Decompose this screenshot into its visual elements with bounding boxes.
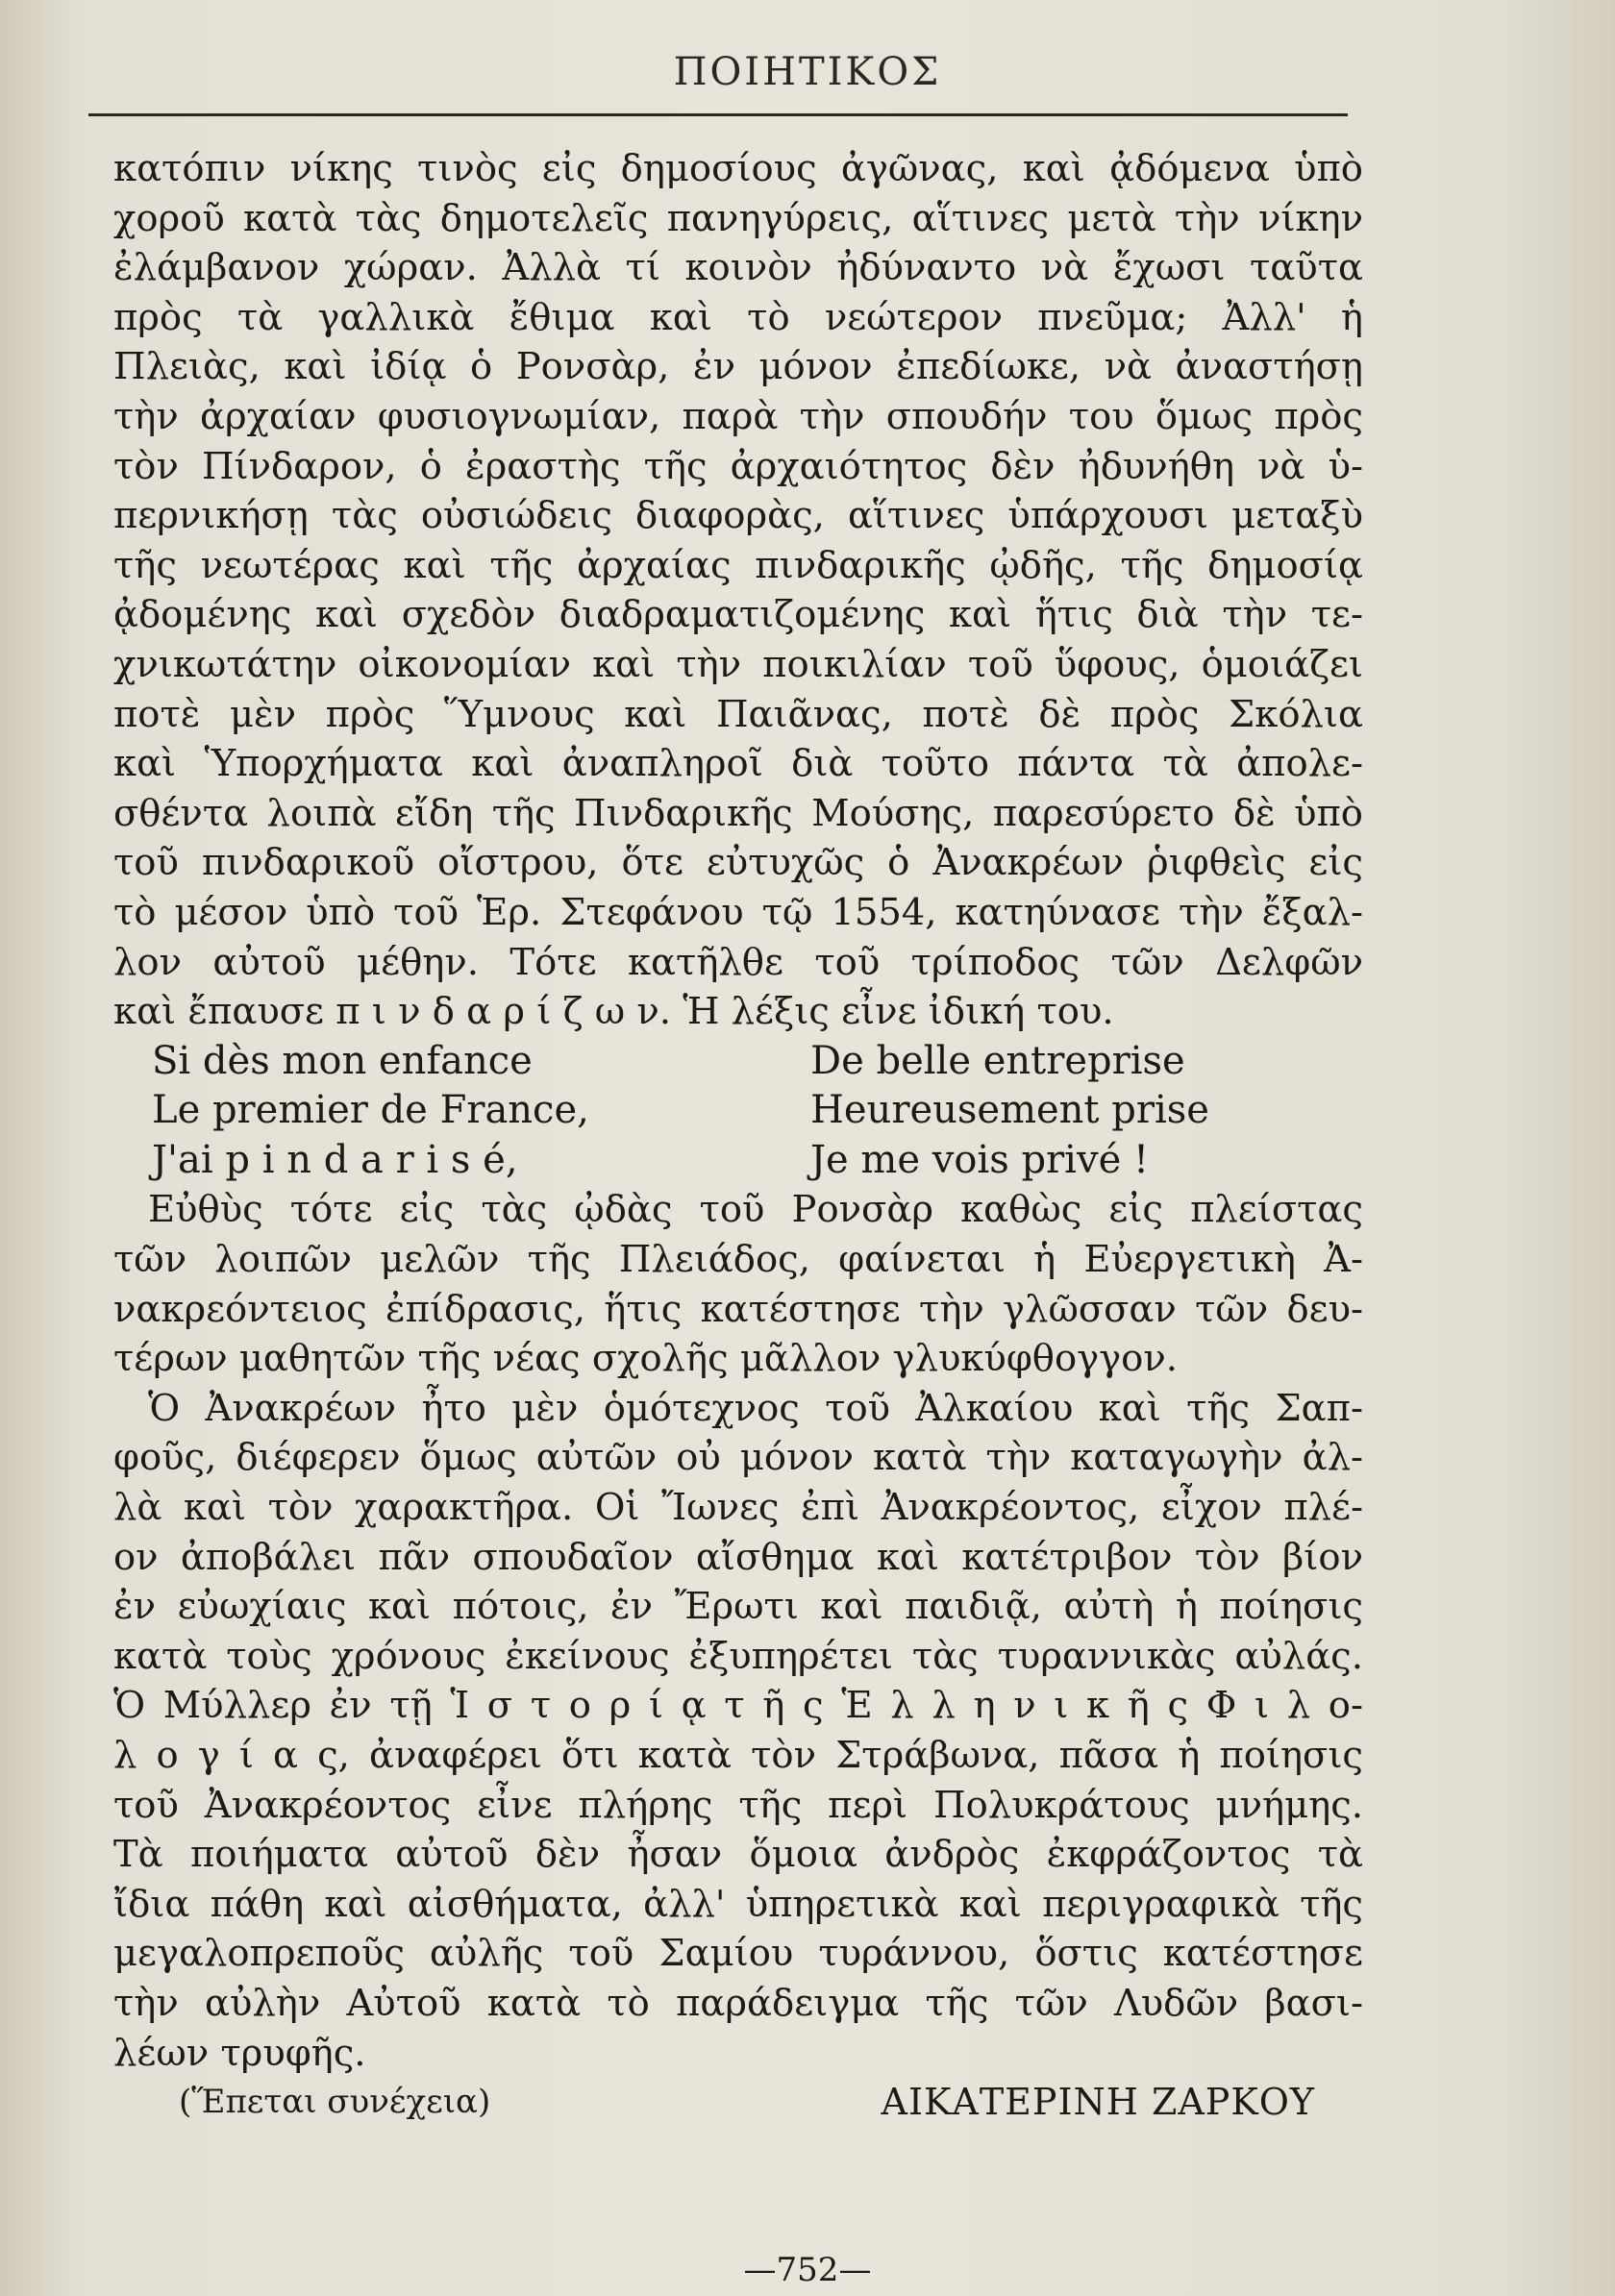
verse-right: De belle entreprise bbox=[810, 1038, 1185, 1083]
header-rule bbox=[88, 113, 1348, 116]
text-line: Ὁ Μύλλερ ἐν τῇ Ἱ σ τ ο ρ ί ᾳ τ ῆ ς Ἑ λ λ η ν ι κ ῆ ς Φ ι λ ο- bbox=[113, 1684, 1363, 1728]
text-line: Ὁ Ἀνακρέων ἦτο μὲν ὁμότεχνος τοῦ Ἀλκαίου καὶ τῆς Σαπ- bbox=[148, 1386, 1363, 1430]
text-line: Πλειὰς, καὶ ἰδίᾳ ὁ Ρονσὰρ, ἐν μόνον ἐπεδίωκε, νὰ ἀναστήσῃ bbox=[113, 345, 1363, 389]
text-line: τῶν λοιπῶν μελῶν τῆς Πλειάδος, φαίνεται ἡ Εὐεργετικὴ Ἀ- bbox=[113, 1238, 1363, 1282]
text-line: χοροῦ κατὰ τὰς δημοτελεῖς πανηγύρεις, αἵτινες μετὰ τὴν νίκην bbox=[113, 196, 1363, 240]
text-line: καὶ Ὑπορχήματα καὶ ἀναπληροῖ διὰ τοῦτο πάντα τὰ ἀπολε- bbox=[113, 742, 1363, 786]
text-line: κατόπιν νίκης τινὸς εἰς δημοσίους ἀγῶνας, καὶ ᾀδόμενα ὑπὸ bbox=[113, 147, 1363, 190]
verse-left: J'ai p i n d a r i s é, bbox=[152, 1137, 518, 1182]
text-line: τὴν αὐλὴν Αὐτοῦ κατὰ τὸ παράδειγμα τῆς τῶν Λυδῶν βασι- bbox=[113, 1981, 1363, 2025]
verse-left: Si dès mon enfance bbox=[152, 1038, 533, 1083]
page-number: —752— bbox=[743, 2251, 872, 2289]
signoff bbox=[113, 2078, 1363, 2128]
text-line: καὶ ἔπαυσε π ι ν δ α ρ ί ζ ω ν. Ἡ λέξις εἶνε ἰδική του. bbox=[113, 990, 1114, 1034]
verse-right: Heureusement prise bbox=[810, 1088, 1209, 1133]
text-line: ἐλάμβανον χώραν. Ἀλλὰ τί κοινὸν ἠδύναντο νὰ ἔχωσι ταῦτα bbox=[113, 246, 1363, 290]
running-header: ΠΟΙΗΤΙΚΟΣ bbox=[673, 50, 942, 94]
text-line: ποτὲ μὲν πρὸς Ὕμνους καὶ Παιᾶνας, ποτὲ δὲ πρὸς Σκόλια bbox=[113, 692, 1363, 736]
verse-line bbox=[113, 1136, 1363, 1186]
text-line: λέων τρυφῆς. bbox=[113, 2031, 366, 2075]
french-verse bbox=[113, 1037, 1363, 1186]
text-line: τέρων μαθητῶν τῆς νέας σχολῆς μᾶλλον γλυκύφθογγον. bbox=[113, 1337, 1178, 1381]
text-line: λ ο γ ί α ς, ἀναφέρει ὅτι κατὰ τὸν Στράβωνα, πᾶσα ἡ ποίησις bbox=[113, 1734, 1363, 1777]
text-line: λὰ καὶ τὸν χαρακτῆρα. Οἱ Ἴωνες ἐπὶ Ἀνακρέοντος, εἶχον πλέ- bbox=[113, 1486, 1363, 1530]
text-line: περνικήσῃ τὰς οὐσιώδεις διαφορὰς, αἵτινες ὑπάρχουσι μεταξὺ bbox=[113, 494, 1363, 538]
text-line: τῆς νεωτέρας καὶ τῆς ἀρχαίας πινδαρικῆς ᾠδῆς, τῆς δημοσίᾳ bbox=[113, 543, 1363, 587]
verse-right: Je me vois privé ! bbox=[810, 1137, 1150, 1182]
text-line: νακρεόντειος ἐπίδρασις, ἥτις κατέστησε τὴν γλῶσσαν τῶν δευ- bbox=[113, 1287, 1363, 1331]
text-line: τὴν ἀρχαίαν φυσιογνωμίαν, παρὰ τὴν σπουδήν του ὅμως πρὸς bbox=[113, 394, 1363, 438]
text-line: χνικωτάτην οἰκονομίαν καὶ τὴν ποικιλίαν τοῦ ὕφους, ὁμοιάζει bbox=[113, 642, 1363, 686]
paragraph-block-1 bbox=[113, 144, 1363, 1037]
text-line: φοῦς, διέφερεν ὅμως αὐτῶν οὐ μόνον κατὰ τὴν καταγωγὴν ἀλ- bbox=[113, 1436, 1363, 1480]
text-line: ἴδια πάθη καὶ αἰσθήματα, ἀλλ' ὑπηρετικὰ καὶ περιγραφικὰ τῆς bbox=[113, 1882, 1363, 1926]
paragraph-block-2 bbox=[113, 1185, 1363, 2078]
text-line: ἐν εὐωχίαις καὶ πότοις, ἐν Ἔρωτι καὶ παιδιᾷ, αὐτὴ ἡ ποίησις bbox=[113, 1585, 1363, 1629]
text-line: ᾀδομένης καὶ σχεδὸν διαδραματιζομένης καὶ ἥτις διὰ τὴν τε- bbox=[113, 593, 1363, 637]
text-line: Εὐθὺς τότε εἰς τὰς ᾠδὰς τοῦ Ρονσὰρ καθὼς εἰς πλείστας bbox=[148, 1188, 1363, 1232]
verse-line bbox=[113, 1086, 1363, 1136]
text-line: πρὸς τὰ γαλλικὰ ἔθιμα καὶ τὸ νεώτερον πνεῦμα; Ἀλλ' ἡ bbox=[113, 295, 1363, 339]
text-line: λον αὐτοῦ μέθην. Τότε κατῆλθε τοῦ τρίποδος τῶν Δελφῶν bbox=[113, 940, 1363, 984]
text-line: Τὰ ποιήματα αὐτοῦ δὲν ἦσαν ὅμοια ἀνδρὸς ἐκφράζοντος τὰ bbox=[113, 1833, 1363, 1877]
text-line: κατὰ τοὺς χρόνους ἐκείνους ἐξυπηρέτει τὰς τυραννικὰς αὐλάς. bbox=[113, 1634, 1363, 1678]
continuation-note: (Ἕπεται συνέχεια) bbox=[179, 2083, 491, 2122]
text-line: τοῦ πινδαρικοῦ οἴστρου, ὅτε εὐτυχῶς ὁ Ἀνακρέων ῥιφθεὶς εἰς bbox=[113, 841, 1363, 885]
text-line: σθέντα λοιπὰ εἴδη τῆς Πινδαρικῆς Μούσης, παρεσύρετο δὲ ὑπὸ bbox=[113, 791, 1363, 835]
text-line: μεγαλοπρεποῦς αὐλῆς τοῦ Σαμίου τυράννου, ὅστις κατέστησε bbox=[113, 1932, 1363, 1976]
text-line: ον ἀποβάλει πᾶν σπουδαῖον αἴσθημα καὶ κατέτριβον τὸν βίον bbox=[113, 1535, 1363, 1579]
verse-left: Le premier de France, bbox=[152, 1088, 589, 1133]
verse-line bbox=[113, 1037, 1363, 1087]
text-line: τὸ μέσον ὑπὸ τοῦ Ἑρ. Στεφάνου τῷ 1554, κατηύνασε τὴν ἔξαλ- bbox=[113, 890, 1363, 934]
author-name: ΑΙΚΑΤΕΡΙΝΗ ΖΑΡΚΟΥ bbox=[881, 2081, 1315, 2124]
text-line: τὸν Πίνδαρον, ὁ ἐραστὴς τῆς ἀρχαιότητος δὲν ἠδυνήθη νὰ ὑ- bbox=[113, 444, 1363, 488]
text-line: τοῦ Ἀνακρέοντος εἶνε πλήρης τῆς περὶ Πολυκράτους μνήμης. bbox=[113, 1783, 1363, 1827]
article-body bbox=[113, 144, 1363, 2128]
